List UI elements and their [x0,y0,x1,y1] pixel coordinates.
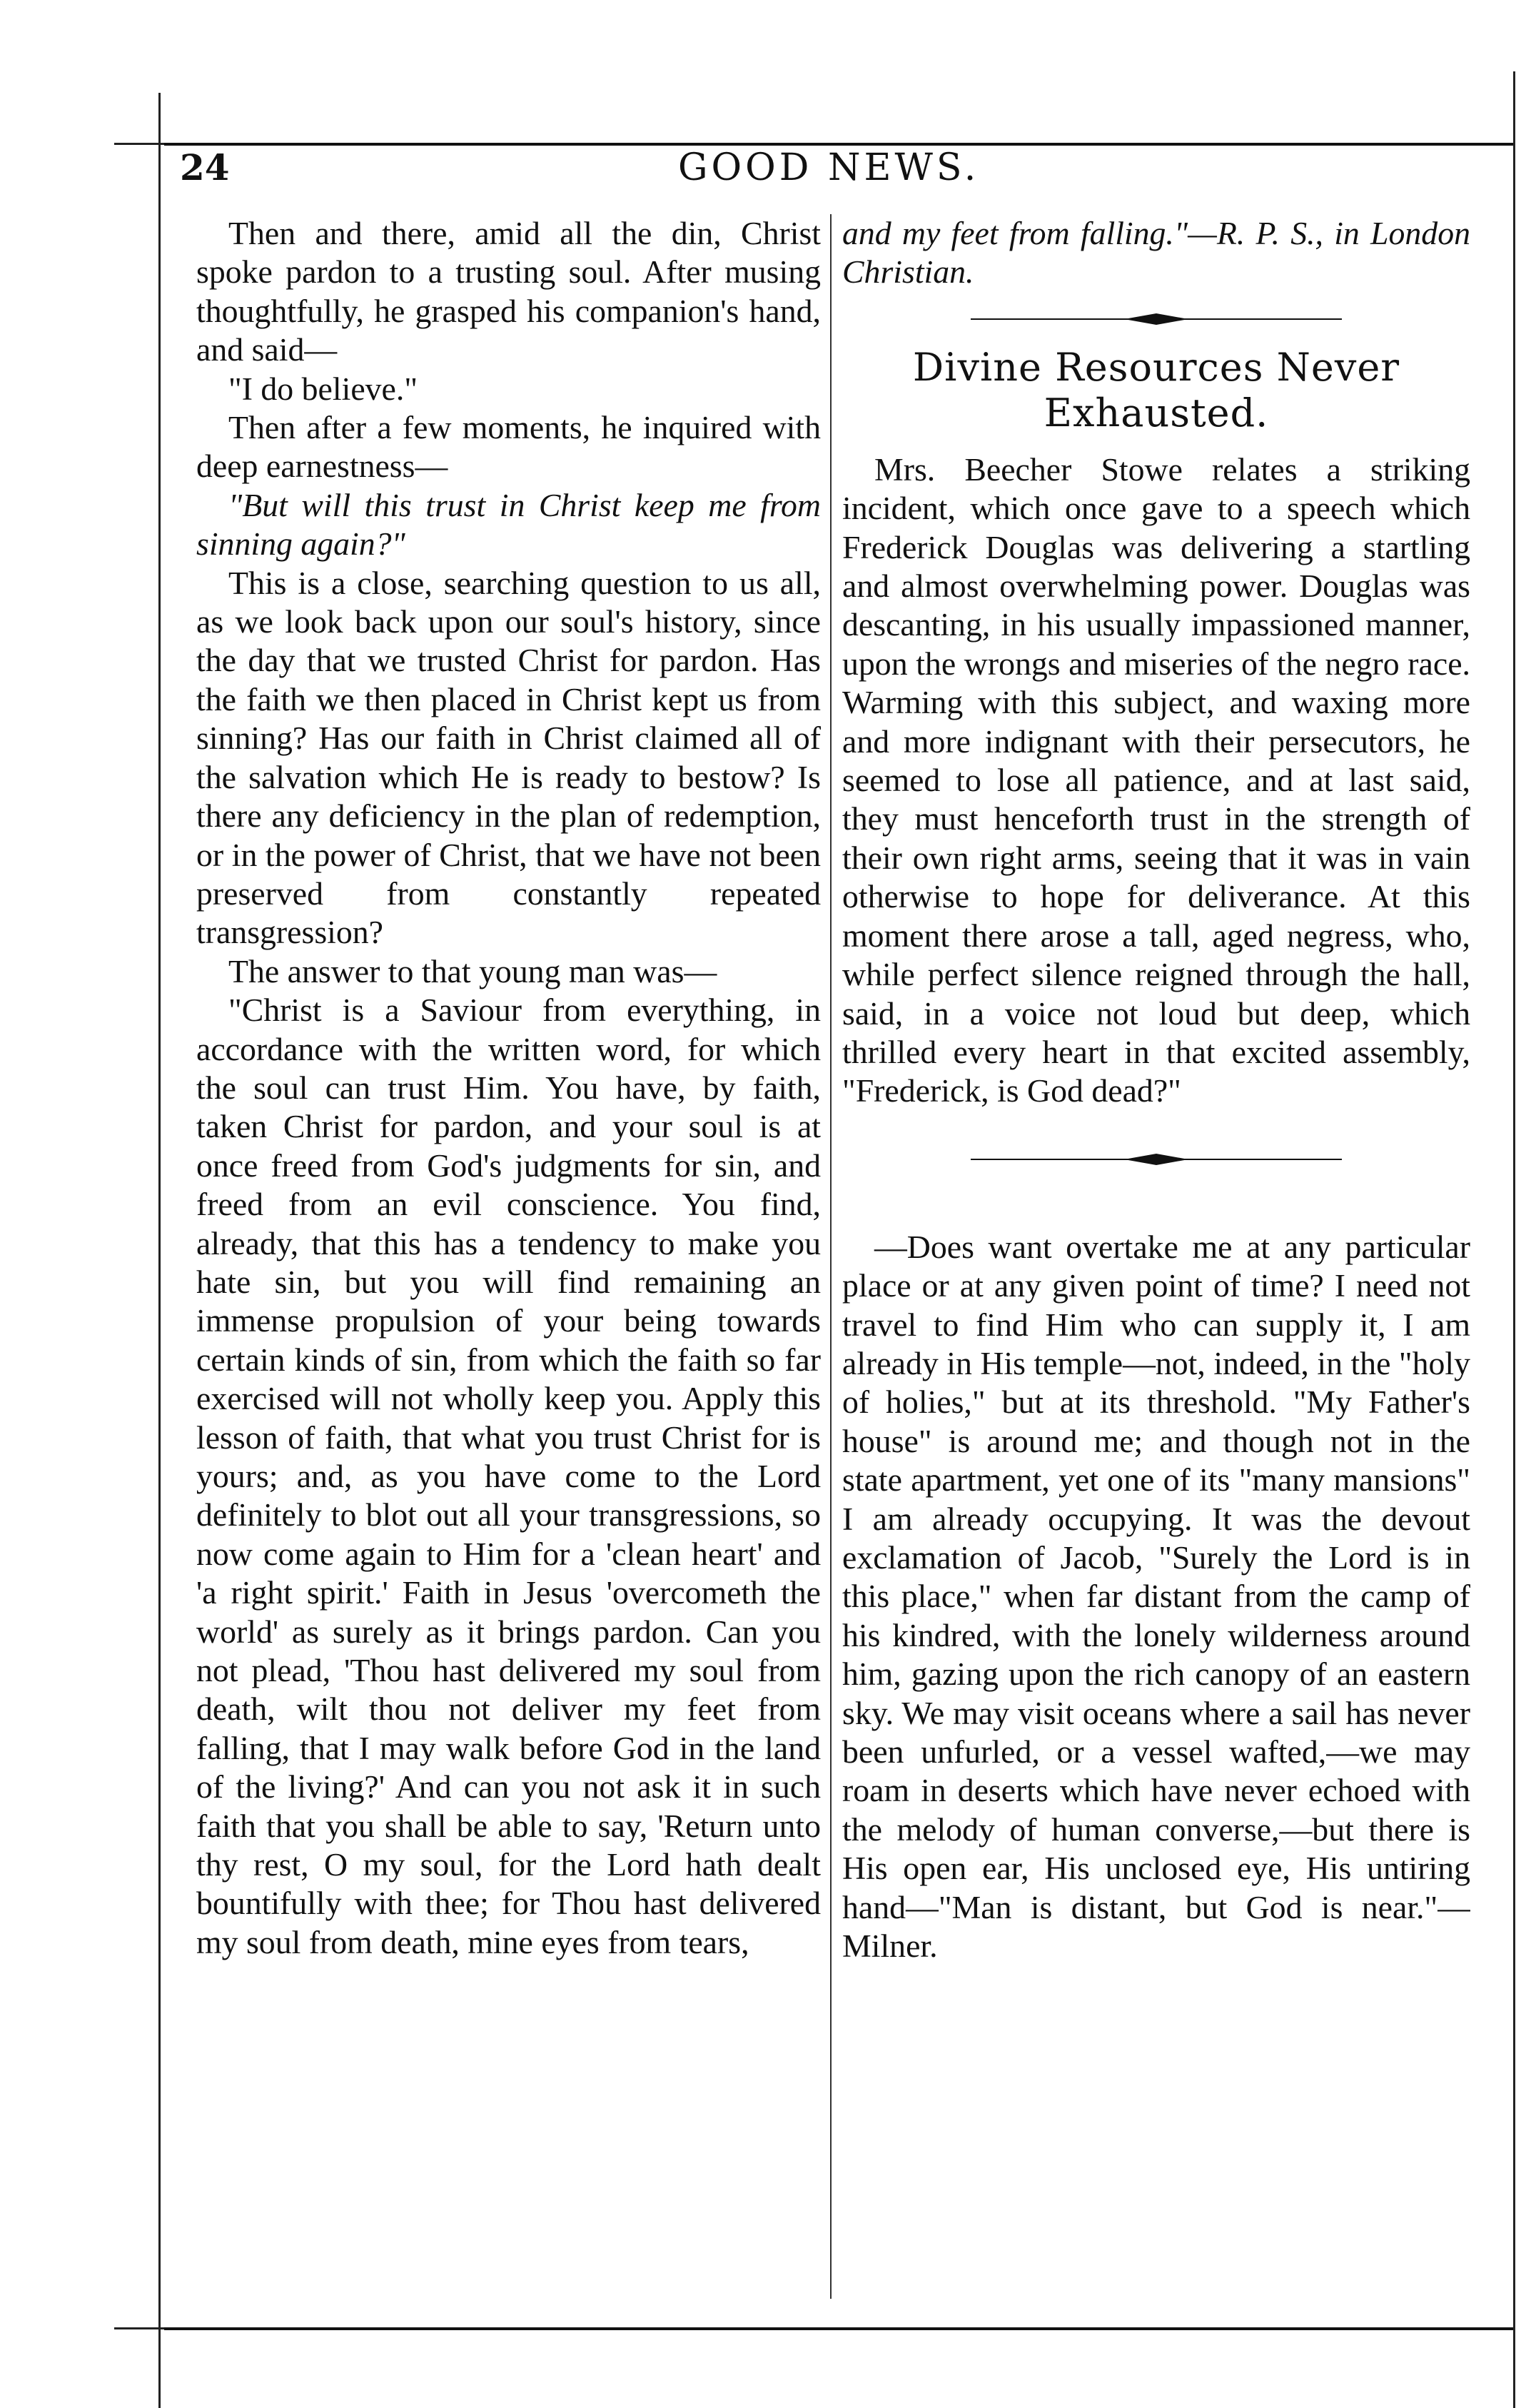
paragraph: The answer to that young man was— [228,952,717,989]
second-article: —Does want overtake me at any particular place or at any given point of time? I need not travel to find Him who can supply it, I am already in His temple—not, indeed, in the "holy of holies," but at its threshold. "My Father's house" is around me; and though not in the state apartment, yet one of its "many mansions" I am already occupying. It was the devout exclamation of Jacob, "Surely the Lord is in this place," when far distant from the camp of his kindred, with the lonely wilderness around him, gazing upon the rich canopy of an eastern sky. We may visit oceans where a sail has never been unfurled, or a vessel wafted,—we may roam in deserts which have never echoed with the melody of human converse,—but there is His open ear, His unclosed eye, His untiring hand—"Man is distant, but God is near."—Milner. [842,1228,1470,1965]
paragraph: "Christ is a Saviour from everything, in accordance with the written word, for which the soul can trust Him. You have, by faith, taken Christ for pardon, and your soul is at once freed from God's judgments for sin, and freed from an evil conscience. You find, already, that this has a tendency to make you hate sin, but you will find remaining an immense propulsion of your being towards certain kinds of sin, from which the faith so far exercised will not wholly keep you. Apply this lesson of faith, that what you trust Christ for is yours; and, as you have come to the Lord definitely to blot out all your transgressions, so now come again to Him for a 'clean heart' and 'a right spirit.' Faith in Jesus 'overcometh the world' as surely as it brings pardon. Can you not plead, 'Thou hast delivered my soul from death, wilt thou not deliver my feet from falling, that I may walk before God in the land of the living?' And can you not ask it in such faith that you shall be able to say, 'Return unto thy rest, O my soul, for the Lord hath dealt bountifully with thee; for Thou hast delivered my soul from death, mine eyes from tears, [196,992,821,1960]
article-heading: Divine Resources Never Exhausted. [912,344,1400,435]
paragraph: Then after a few moments, he inquired with deep earnestness— [196,409,821,485]
article-body: Mrs. Beecher Stowe relates a striking incident, which once gave to a speech which Frederick Douglas was delivering a startling and almost overwhelming power. Douglas was descanting, in his usually impassioned manner, upon the wrongs and miseries of the negro race. Warming with this subject, and waxing more and more indignant with their persecutors, he seemed to lose all patience, and at last said, they must henceforth trust in the strength of their own right arms, seeing that it was in vain otherwise to hope for deliverance. At this moment there arose a tall, aged negress, who, while perfect silence reigned through the hall, said, in a voice not loud but deep, which thrilled every heart in that excited assembly, "Frederick, is God dead?" [842,450,1470,1109]
ornamental-rule [842,311,1470,328]
footer-rule [164,2327,1513,2330]
bottom-left-tick [114,2327,164,2329]
ornamental-rule [842,1151,1470,1168]
right-column [842,214,1470,2320]
paragraph: "But will this trust in Christ keep me from sinning again?" [196,486,821,563]
header-rule [164,143,1513,146]
left-column [196,214,821,2320]
paragraph: Then and there, amid all the din, Christ spoke pardon to a trusting soul. After musing thoughtfully, he grasped his companion's hand, and said— [196,215,821,368]
right-margin-rule [1513,71,1515,2408]
continuation-signature: and my feet from falling."—R. P. S., in London Christian. [842,215,1470,291]
paragraph: This is a close, searching question to us all, as we look back upon our soul's history, since the day that we trusted Christ for pardon. Has the faith we then placed in Christ kept us from sinning? Has our faith in Christ claimed all of the salvation which He is ready to bestow? Is there any deficiency in the plan of redemption, or in the power of Christ, that we have not been preserved from constantly repeated transgression? [196,564,821,951]
column-divider [830,214,832,2299]
running-head: GOOD NEWS. [678,146,980,189]
paragraph: "I do believe." [228,370,418,407]
left-margin-rule [158,93,161,2408]
page-number: 24 [180,146,230,188]
top-left-tick [114,143,164,145]
